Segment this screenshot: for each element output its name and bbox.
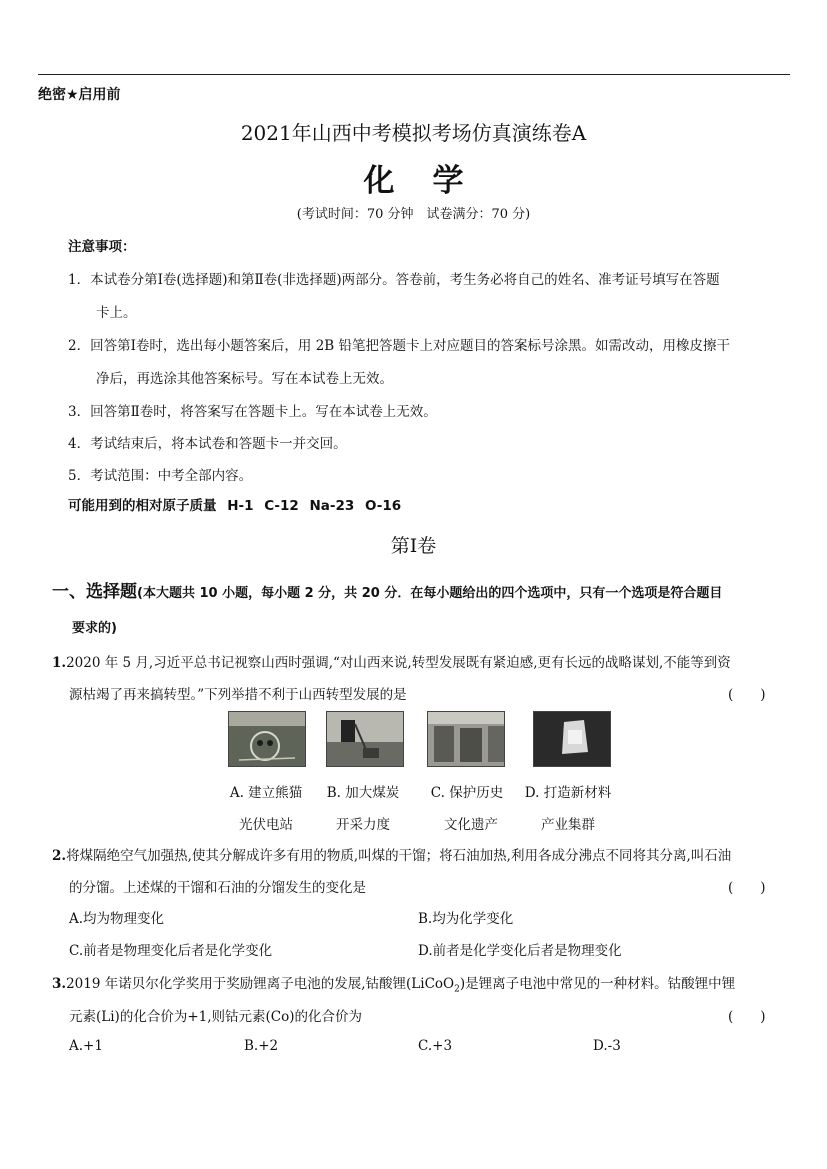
q3-option-d: D.-3 — [593, 1038, 621, 1054]
notice-item-1-cont: 卡上。 — [96, 305, 137, 321]
photo-new-materials — [533, 711, 611, 767]
subject-title: 化学 — [363, 163, 502, 199]
answer-parentheses: ( ) — [728, 1009, 766, 1025]
q2-option-d: D.前者是化学变化后者是物理变化 — [418, 943, 622, 959]
panda-solar-image — [229, 712, 305, 766]
formula-subscript: 2 — [454, 984, 460, 995]
notice-item-4: 4．考试结束后，将本试卷和答题卡一并交回。 — [68, 436, 347, 452]
notice-item-3: 3．回答第Ⅱ卷时，将答案写在答题卡上。写在本试卷上无效。 — [68, 404, 437, 420]
question-text-b: )是锂离子电池中常见的一种材料。钴酸锂中锂 — [459, 976, 736, 992]
question-1-cont: 源枯竭了再来搞转型。”下列举措不利于山西转型发展的是 — [69, 687, 407, 703]
part-one-title: 第Ⅰ卷 — [390, 535, 437, 557]
q2-option-b: B.均为化学变化 — [418, 911, 514, 927]
exam-info: (考试时间：70 分钟 试卷满分：70 分) — [296, 207, 531, 222]
question-3 — [52, 972, 735, 995]
q3-option-c: C.+3 — [418, 1038, 453, 1054]
question-text: 2020 年 5 月,习近平总书记视察山西时强调,“对山西来说,转型发展既有紧迫感,更有长远的战略谋划,不能等到资 — [66, 655, 731, 671]
question-text-a: 2019 年诺贝尔化学奖用于奖励锂离子电池的发展,钴酸锂(LiCoO — [66, 976, 455, 992]
section-heading — [52, 577, 722, 602]
option-c-line1: C. 保护历史 — [430, 785, 504, 801]
option-d-line2: 产业集群 — [541, 817, 595, 833]
atomic-mass-line: 可能用到的相对原子质量 H-1 C-12 Na-23 O-16 — [68, 498, 402, 514]
option-a-line1: A. 建立熊猫 — [229, 785, 303, 801]
question-number: 1. — [52, 655, 67, 671]
option-d-line1: D. 打造新材料 — [524, 785, 612, 801]
question-number: 3. — [52, 976, 67, 992]
answer-parentheses: ( ) — [728, 687, 766, 703]
photo-coal-mining — [326, 711, 404, 767]
photo-panda-solar — [228, 711, 306, 767]
question-number: 2. — [52, 848, 67, 864]
question-1 — [52, 651, 731, 671]
header-rule — [38, 74, 790, 75]
photo-cultural-heritage — [427, 711, 505, 767]
coal-mining-image — [327, 712, 403, 766]
option-b-line1: B. 加大煤炭 — [326, 785, 400, 801]
answer-parentheses: ( ) — [728, 880, 766, 896]
section-desc-cont: 要求的) — [72, 621, 117, 636]
q2-option-c: C.前者是物理变化后者是化学变化 — [69, 943, 273, 959]
confidential-label: 绝密★启用前 — [38, 87, 121, 103]
question-2 — [52, 844, 731, 864]
notice-item-1: 1．本试卷分第Ⅰ卷(选择题)和第Ⅱ卷(非选择题)两部分。答卷前，考生务必将自己的姓名、准考证号填写在答题 — [68, 272, 720, 288]
q3-option-a: A.+1 — [69, 1038, 103, 1054]
notice-heading: 注意事项： — [68, 239, 136, 255]
notice-item-5: 5．考试范围：中考全部内容。 — [68, 468, 253, 484]
notice-item-2: 2．回答第Ⅰ卷时，选出每小题答案后，用 2B 铅笔把答题卡上对应题目的答案标号涂黑。如需改动，用橡皮擦干 — [68, 338, 731, 354]
question-2-cont: 的分馏。上述煤的干馏和石油的分馏发生的变化是 — [69, 880, 366, 896]
option-c-line2: 文化遗产 — [444, 817, 498, 833]
option-a-line2: 光伏电站 — [239, 817, 293, 833]
option-b-line2: 开采力度 — [336, 817, 390, 833]
section-desc: (本大题共 10 小题，每小题 2 分，共 20 分．在每小题给出的四个选项中，只有一个选项是符合题目 — [137, 586, 723, 601]
question-3-cont: 元素(Li)的化合价为+1,则钴元素(Co)的化合价为 — [69, 1009, 362, 1025]
q3-option-b: B.+2 — [244, 1038, 279, 1054]
q2-option-a: A.均为物理变化 — [69, 911, 165, 927]
exam-title: 2021年山西中考模拟考场仿真演练卷A — [240, 121, 587, 145]
notice-item-2-cont: 净后，再选涂其他答案标号。写在本试卷上无效。 — [96, 371, 393, 387]
new-materials-image — [534, 712, 610, 766]
question-text: 将煤隔绝空气加强热,使其分解成许多有用的物质,叫煤的干馏；将石油加热,利用各成分沸点不同将其分离,叫石油 — [66, 848, 732, 864]
heritage-image — [428, 712, 505, 766]
section-name: 一、选择题 — [52, 582, 137, 602]
